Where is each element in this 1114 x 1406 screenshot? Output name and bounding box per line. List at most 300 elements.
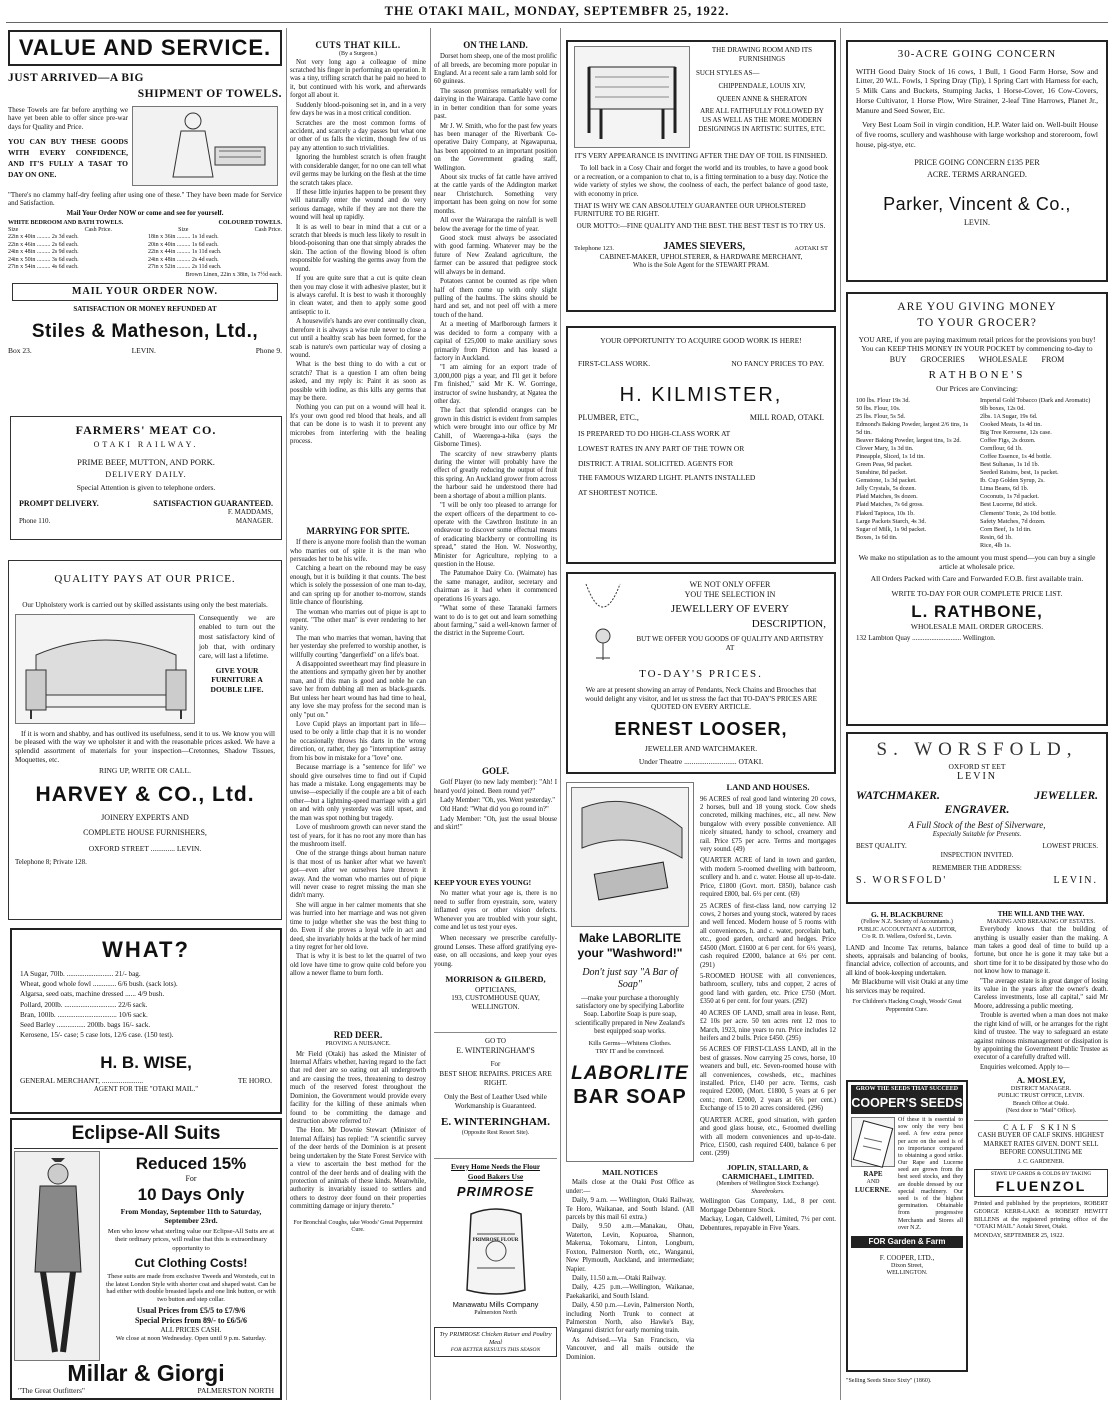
price-item: Safety Matches, 7d dozen. xyxy=(980,517,1046,525)
paragraph: No matter what your age is, there is no need to suffer from eyestrain, sore, watery inflamed eyes or other vision defects. Whenever you are troubled with your sight, come and let us test your eyes. xyxy=(434,890,557,931)
shipment-line: SHIPMENT OF TOWELS. xyxy=(137,88,282,101)
sofa-illustration xyxy=(15,614,195,724)
firm-city: WELLINGTON. xyxy=(471,1002,520,1011)
paragraph: "The average estate is in great danger of losing its value in the years after the owner's death. Careless investments, lose all capital," said Mr Moore, addressing a public meeting. xyxy=(974,977,1108,1010)
mills-town: Palmerston North xyxy=(474,1309,517,1316)
merchant-name: H. B. WISE, xyxy=(100,1052,192,1072)
cut-costs: Cut Clothing Costs! xyxy=(134,1255,248,1270)
ad-title: VALUE AND SERVICE. xyxy=(18,35,272,60)
price-item: Pollard, 200lb. ............................. 22/6 sack. xyxy=(20,1000,148,1009)
paragraph: Daily, 9 a.m. — Wellington, Otaki Railway, Te Horo, Waikanae, and South Island. (All parcels by this mail 61 extra.) xyxy=(566,1197,694,1221)
intro-text: Our Upholstery work is carried out by skilled assistants using only the best materials. xyxy=(22,600,268,609)
article-title: RED DEER. xyxy=(333,1030,383,1040)
address-line: Under Theatre ............................ OTAKI. xyxy=(638,757,764,766)
listing: QUARTER ACRE of land in town and garden, with modern 5-roomed dwelling with bathroom, scullery and h. and c. water. House all up-to-date. Price, £1800 (Govt. mort. £850), balance cash required £800, bal. 6½ per cent. (69) xyxy=(700,857,836,899)
firm-name: E. WINTERINGHAM. xyxy=(441,1116,550,1129)
phone: Phone 110. xyxy=(19,517,51,526)
paragraph: Mails close at the Otaki Post Office as under:— xyxy=(566,1179,694,1195)
price-item: Flaked Tapioca, 10s 1b. xyxy=(856,509,915,517)
seed-packet-illustration xyxy=(851,1117,895,1167)
ad-title: TO YOUR GROCER? xyxy=(917,317,1037,330)
cash-label: Cash Price. xyxy=(254,226,282,233)
worsfold-ad xyxy=(846,732,1108,904)
town: AOTAKI ST xyxy=(794,244,828,252)
paragraph: A housewife's hands are ever continually clean, therefore it is always a wise rule never to close a cut until a healthy scab has been formed, for the scab is nature's own particular way of closing a wound. xyxy=(290,318,426,359)
article-title: GOLF. xyxy=(482,766,509,776)
paragraph: Everybody knows that the building of anything is usually easier than the making. A man takes a good deal of time to build up a fortune, but once he is gone it may take but a short time for it to be dissipated by those who do not know how to manage it. xyxy=(974,926,1108,976)
farmers-meat-ad xyxy=(10,416,282,540)
poultry-box xyxy=(434,1327,557,1357)
paragraph: Suddenly blood-poisoning set in, and in a very few days he was in a most critical condition. xyxy=(290,101,426,118)
article-title: MARRYING FOR SPITE. xyxy=(306,526,410,536)
price-item: Wheat, good whole fowl ............. 6/6 bush. (sack lots). xyxy=(20,980,178,989)
paragraph: Mr Field (Otaki) has asked the Minister of Internal Affairs whether, having regard to the fact that red deer are so eating out all undergrowth and are causing the trees, threatening to destroy much of the reserved forest throughout the Dominion, the Government would provide every facility for the killing of these animals when found to be committing the damage and destruction above referred to? xyxy=(290,1050,426,1125)
mail-order-banner: MAIL YOUR ORDER NOW. xyxy=(12,283,278,301)
price-row: 24in x 48in ......... 2s 9d each. xyxy=(8,249,79,256)
ad-title: LAND AND HOUSES. xyxy=(726,782,810,792)
agents-line: Wellington Gas Company, Ltd., 8 per cent. Mortgage Debenture Stock. xyxy=(700,1198,836,1214)
price-item: Coffee Essence, 1s 4d bottle. xyxy=(980,453,1052,461)
firm-name: MORRISON & GILBERD, xyxy=(445,974,546,985)
buy-line: BUY GROCERIES WHOLESALE FROM xyxy=(889,354,1065,364)
firm-role: OPTICIANS, xyxy=(474,984,517,994)
style-item: ARE ALL FAITHFULLY FOLLOWED BY US AS WELL AS THE MORE MODERN DESIGNINGS IN ARTISTIC SUITES, ETC. xyxy=(698,107,826,133)
paragraph: All over the Wairarapa the rainfall is well below the average for the time of year. xyxy=(434,217,557,233)
price-item: Best Lucerne, 8d stick. xyxy=(980,501,1037,509)
price-item: Lima Beans, 6d 1b. xyxy=(980,485,1029,493)
paragraph: Not very long ago a colleague of mine scratched his finger in performing an operation. It was a tiny, trifling scratch that he paid no heed to it, but continued with his work, and afterwards forgot all about it. xyxy=(290,58,426,100)
try-it: TRY IT and be convinced. xyxy=(595,1047,665,1055)
price-item: Clover Mary, 1s 3d tin. xyxy=(856,445,914,453)
price-item: Edmond's Baking Powder, largest 2/6 tins, 1s 5d tin. xyxy=(856,420,969,436)
brand-name: PRIMROSE xyxy=(456,1184,535,1200)
sofa-icon xyxy=(16,615,196,725)
firm-name: Millar & Giorgi xyxy=(67,1359,225,1386)
terms-line: ACRE. TERMS ARRANGED. xyxy=(927,169,1027,179)
merchant-role: GENERAL MERCHANT, ...................... xyxy=(20,1075,144,1085)
price-item: Jelly Crystals, 5s dozen. xyxy=(856,485,916,493)
price-item: Best Sultanas, 1s 1d 1b. xyxy=(980,461,1040,469)
ad-headline: KEEP YOUR EYES YOUNG! xyxy=(434,878,532,887)
jewellery-line: JEWELLERY OF EVERY xyxy=(670,602,790,615)
paragraph: The man who marries that woman, having that her yesterday she preferred to worship another, is willfully courting "dangerfield" on a life's boat. xyxy=(290,634,426,659)
quality-line: BUT WE OFFER YOU GOODS OF QUALITY AND ARTISTRY AT xyxy=(636,635,824,652)
usual-prices: Usual Prices from £5/5 to £7/9/6 xyxy=(136,1306,246,1316)
price-item: Algarsa, seed oats, machine dressed ...... 4/9 bush. xyxy=(20,990,165,999)
next-door: (Next door to "Mail" Office). xyxy=(1005,1108,1077,1115)
refund-line: SATISFACTION OR MONEY REFUNDED AT xyxy=(73,305,217,314)
article-subtitle: MAKING AND BREAKING OF ESTATES. xyxy=(986,918,1096,925)
price-item: 100 lbs. Flour 19s 3d. xyxy=(856,396,910,404)
calf-skins-head: CALF SKINS xyxy=(974,1120,1108,1133)
town: LEVIN xyxy=(957,770,997,782)
lowest-prices: LOWEST PRICES. xyxy=(1042,842,1098,851)
body-text: Mr Blackburne will visit Otaki at any time his services may be required. xyxy=(846,979,968,995)
service-line: THE FAMOUS WIZARD LIGHT. PLANTS INSTALLED xyxy=(578,473,756,483)
remember-line: REMEMBER THE ADDRESS: xyxy=(932,863,1022,872)
telephone-line: Special Attention is given to telephone orders. xyxy=(76,483,216,493)
cuts-that-kill-article xyxy=(290,40,426,520)
price-item: Pineapple, Sliced, 1s 1d tin. xyxy=(856,453,925,461)
paragraph: Lady Member: "Oh, just the usual blouse and skirt!" xyxy=(434,815,557,832)
price-row: 22in x 40in ......... 2s 3d each. xyxy=(8,234,79,241)
ad-title: Eclipse-All Suits xyxy=(14,1122,278,1149)
brand-name: COOPER'S SEEDS xyxy=(851,1094,963,1114)
price-row: 27in x 52in ......... 2s 11d each. xyxy=(148,264,222,271)
watchmaker-label: WATCHMAKER. xyxy=(856,790,940,803)
address: C/o R. D. Wellens, Oxford St., Levin. xyxy=(861,934,953,941)
body-text: LAND and Income Tax returns, balance sheets, appraisals and balancing of books, financial advice, collection of accounts, and all kind of book-keeping undertaken. xyxy=(846,944,968,977)
styles-line: SUCH STYLES AS— xyxy=(696,69,760,78)
paragraph: About six trucks of fat cattle have arrived at the cattle yards of the Addington market near Christchurch. Something very important has been going on now for some months. xyxy=(434,174,557,215)
price-item: Boxes, 1s 6d tin. xyxy=(856,533,898,541)
description-line: DESCRIPTION, xyxy=(751,618,826,631)
winteringham-ad xyxy=(434,1032,557,1152)
inspection-line: INSPECTION INVITED. xyxy=(940,850,1014,859)
qualifications: (Fellow N.Z. Society of Accountants.) xyxy=(861,919,953,926)
poultry-line: Try PRIMROSE Chicken Raiser and Poultry Meal xyxy=(439,1331,552,1346)
ad-title: WHAT? xyxy=(102,937,190,962)
men-text: Men who know what sterling value our Eclipse-All Suits are at their ordinary prices, will realise that this is extraordinary opportunity to xyxy=(107,1228,275,1252)
price-item: 1A Sugar, 70lb. .......................... 21/- bag. xyxy=(20,970,141,979)
price-item: Sugar of Milk, 1s 9d packet. xyxy=(856,525,927,533)
sack-label: PRIMROSE FLOUR xyxy=(472,1238,519,1244)
service-line: DISTRICT. A TRIAL SOLICITED. AGENTS FOR xyxy=(578,458,734,468)
price-item: Coffee Figs, 2s dozen. xyxy=(980,436,1036,444)
trade-line: JEWELLER AND WATCHMAKER. xyxy=(644,743,758,753)
cooper-since: "Selling Seeds Since Sixty" (1860). xyxy=(846,1378,932,1384)
manager-name: F. MADDAMS, xyxy=(227,508,273,517)
service-line: LOWEST RATES IN ANY PART OF THE TOWN OR xyxy=(578,443,745,453)
parker-vincent-ad xyxy=(846,40,1108,282)
seed-packet-icon xyxy=(852,1118,894,1168)
go-to: GO TO xyxy=(485,1037,506,1045)
paragraph: If there is anyone more foolish than the woman who marries out of spite it is the man who persuades her to be his wife. xyxy=(290,539,426,563)
paragraph: Dorset horn sheep, one of the most prolific of all breeds, are becoming more popular in England. At a recent sale a ram lamb sold for 60 guineas. xyxy=(434,53,557,86)
ad-title: 30-ACRE GOING CONCERN xyxy=(897,48,1057,60)
members-line: (Members of Wellington Stock Exchange). xyxy=(716,1181,820,1188)
branch: Branch Office at Otaki. xyxy=(1012,1100,1070,1107)
fluenzol-ad xyxy=(974,1169,1108,1197)
paragraph: Daily, 9.50 a.m.—Manakau, Ohau, Waterton, Levin, Kopuaroa, Shannon, Makerua, Tokomaru, Linton, Longburn, Foxton, Palmerston North, etc., Wanganui, New Plymouth, Auckland, and intermediate; Napier. xyxy=(566,1223,694,1273)
ad-headline: YOUR OPPORTUNITY TO ACQUIRE GOOD WORK IS HERE! xyxy=(600,336,802,345)
best-quality: BEST QUALITY. xyxy=(856,842,907,851)
suited-man-illustration xyxy=(14,1151,100,1361)
town: PALMERSTON NORTH xyxy=(197,1385,274,1395)
paragraph: "I will be only too pleased to arrange for the expert officers of the department to co-operate with the Cawthron Institute in an endeavour to discover some effectual means of eradicating blackberry or controlling its spread," stated the Hon. W. Nosworthy, Minister for Agriculture, replying to a question in the House. xyxy=(434,502,557,569)
price-item: Sunshine, 8d packet. xyxy=(856,469,908,477)
town-footer: LEVIN. xyxy=(1053,875,1098,887)
satisfaction: SATISFACTION GUARANTEED. xyxy=(153,498,273,508)
price-row: 24in x 50in ......... 3s 6d each. xyxy=(8,256,79,263)
paragraph: At a meeting of Marlborough farmers it was decided to form a company with a capital of £25,000 to make auxiliary sows primarily from Picton and has leased a factory in Auckland. xyxy=(434,321,557,362)
ad-subtitle: OTAKI RAILWAY. xyxy=(93,439,199,449)
store-name: RATHBONE'S xyxy=(928,368,1026,381)
morrison-gilberd-ad xyxy=(434,878,557,1028)
trade-line: CABINET-MAKER, UPHOLSTERER, & HARDWARE MERCHANT, xyxy=(599,253,803,262)
firm-name: H. KILMISTER, xyxy=(619,383,783,406)
flour-sack-icon xyxy=(463,1204,529,1296)
firm-name: ERNEST LOOSER, xyxy=(614,719,788,740)
town: LEVIN. xyxy=(131,345,156,355)
price-item: Large Packets Starch, 4s 3d. xyxy=(856,517,926,525)
will-and-way-ad xyxy=(974,910,1108,1400)
role: PUBLIC ACCOUNTANT & AUDITOR, xyxy=(857,926,957,933)
firm-address: 193, CUSTOMHOUSE QUAY, xyxy=(451,993,540,1002)
offer-line: WE NOT ONLY OFFER xyxy=(689,580,771,589)
tagline: Good Bakers Use xyxy=(467,1171,524,1181)
paragraph: She will argue in her calmer moments that she was hurried into her marriage and was not given time to judge whether she was the best thing to do. Even if she proves a loyal wife in act and deed, she invariably holds at the back of her mind a tiny regret for her old love. xyxy=(290,901,426,951)
firm-name: S. WORSFOLD, xyxy=(876,739,1078,760)
ad-title: QUALITY PAYS AT OUR PRICE. xyxy=(54,573,236,585)
laborlite-ad xyxy=(566,782,694,1162)
price-item: Bran, 100lb. ................................. 10/6 sack. xyxy=(20,1010,148,1019)
paragraph: Because marriage is a "sentence for life" we should give ourselves time to find out if Cupid has made a mistake. Long engagements may be unwise—especially if the couple are a bit of each other—but a lightning-speed marriage with a girl on and with only yesterday was still upset, and the man was spot nothing but tragedy. xyxy=(290,764,426,822)
trade-line: JOINERY EXPERTS AND xyxy=(101,812,189,822)
no-fancy-prices: NO FANCY PRICES TO PAY. xyxy=(731,359,824,369)
paragraph: Potatoes cannot be counted as ripe when half of them come up with only slight pulling of the haulms. The skins should be hard and set, and not peel off with a mere touch of the hand. xyxy=(434,278,557,319)
paragraph: As Advised.—Via San Francisco, via Vancouver, and all mails outside the Dominion. xyxy=(566,1336,694,1361)
agent-line: AGENT FOR THE "OTAKI MAIL." xyxy=(93,1085,199,1094)
paragraph: What is the best thing to do with a cut or scratch? That is a question I am often being asked, and my reply is: Paint it as soon as possible with iodine, as this kills any germs that may be there. xyxy=(290,361,426,403)
price-row: 22in x 46in ......... 2s 6d each. xyxy=(8,241,79,248)
firm-name: Parker, Vincent & Co., xyxy=(883,194,1071,215)
leather-line: Only the Best of Leather Used while Workmanship is Guaranteed. xyxy=(444,1093,547,1110)
office: PUBLIC TRUST OFFICE, LEVIN. xyxy=(997,1093,1085,1100)
presents-line: Especially Suitable for Presents. xyxy=(932,830,1022,838)
marrying-for-spite-article xyxy=(290,526,426,1024)
sievers-ad xyxy=(566,40,836,312)
telephone: Telephone 123. xyxy=(574,244,614,252)
paragraph: Catching a heart on the rebound may be easy enough, but it is building it that counts. The best which is solely the possession of one man to-day, and can spring up for another to-morrow, stands little chance of flourishing. xyxy=(290,565,426,607)
prices-line: TO-DAY'S PRICES. xyxy=(639,668,763,680)
pendant-icon xyxy=(576,580,630,676)
price-item: Coconuts, 1s 7d packet. xyxy=(980,493,1039,501)
price-item: 25 lbs. Flour, 5s 5d. xyxy=(856,412,906,420)
armchair-illustration xyxy=(574,46,690,148)
debentures-line: Mackay, Logan, Caldwell, Limited, 7½ per cent. Debentures, repayable in Five Years. xyxy=(700,1216,836,1232)
firm-name: F. COOPER, LTD., xyxy=(879,1253,935,1262)
price-item: Beaver Baking Powder, largest tins, 1s 2d. xyxy=(856,436,961,444)
price-item: Seeded Raisins, best, 1s packet. xyxy=(980,469,1059,477)
mail-notices xyxy=(566,1168,694,1400)
garden-banner: FOR Garden & Farm xyxy=(851,1236,963,1248)
red-deer-article xyxy=(290,1030,426,1400)
best-repairs: BEST SHOE REPAIRS. PRICES ARE RIGHT. xyxy=(439,1070,552,1088)
service-line: AT SHORTEST NOTICE. xyxy=(578,487,658,497)
paragraph: If you are quite sure that a cut is quite clean then you may close it with adhesive plaster, but it is always careful. It is best to wash it thoroughly in clean water, and then to apply some good antiseptic to it. xyxy=(290,275,426,316)
body-text: Very Best Loam Soil in virgin condition, H.P. Water laid on. Well-built House of five rooms, scullery and washhouse with large workshop and storeroom, fowl house, pig-stye, etc. xyxy=(856,120,1098,149)
fluenzol-tagline: STAVE UP GARDS & COLDS BY TAKING xyxy=(990,1171,1092,1178)
guarantee-line: THAT IS WHY WE CAN ABSOLUTELY GUARANTEE OUR UPHOLSTERED FURNITURE TO BE RIGHT. xyxy=(574,201,806,219)
paragraph: One of the strange things about human nature is that most of us hanker after what we haven't got—even after we ourselves have thrown it away. And the woman who marries out of pique will never cease to regret missing the man she didn't marry. xyxy=(290,850,426,900)
paragraph: "I am aiming for an export trade of 3,000,000 pigs a year, and I'll get it before I'm finished," said Mr K. W. Gorringe, instructor of swine husbandry, at Ngatea the other day. xyxy=(434,364,557,406)
body-text: —make your purchase a thoroughly satisfactory one by specifying Laborlite Soap. Laborlite Soap is pure soap, scientifically prepared in New Zealand's best equipped soap works. xyxy=(575,994,685,1036)
paragraph: Scratches are the most common forms of accident, and scarcely a day passes but what one or other of us falls the victim, though few of us pay any attention to such trivialities. xyxy=(290,119,426,152)
size-label: Size xyxy=(178,226,189,233)
price-item: Corn Beef, 1s 1d tin. xyxy=(980,525,1032,533)
price-item: Plaid Matches, 9s dozen. xyxy=(856,493,918,501)
masthead: THE OTAKI MAIL, MONDAY, SEPTEMBFR 25, 1922. xyxy=(384,4,730,18)
listing: 25 ACRES of first-class land, now carrying 12 cows, 2 horses and young stock, watered by races and well fenced. Modern house of 5 rooms with all conveniences, h. and c. water, porcelain bath, etc., good garden, orchard and hedges. Price £4500 (Mort. £1600 at 6 per cent. for 6½ years), cash required £2000, balance at 6½ per cent. (291) xyxy=(700,902,836,969)
paragraph: Golf Player (to new lady member): "Ah! I heard you'd joined. Been round yet?" xyxy=(434,779,557,795)
rape-label: RAPE xyxy=(863,1169,883,1178)
side-text: Consequently we are enabled to turn out the most satisfactory kind of job that, with ordinary care, will last a lifetime. xyxy=(199,613,275,661)
price-row: 27in x 54in ......... 4s 6d each. xyxy=(8,264,79,271)
paragraph: Daily, 4.25 p.m.—Wellington, Waikanae, Paekakariki, and South Island. xyxy=(566,1284,694,1300)
prompt-delivery: PROMPT DELIVERY. xyxy=(19,498,99,508)
paragraph: The scarcity of new strawberry plants during the winter will probably have the effect of greatly reducing the output of fruit this spring. An Auckland grower from across the harbour said he understood there had been a shortage of about a million plants. xyxy=(434,450,557,500)
style-item: CHIPPENDALE, LOUIS XIV, xyxy=(718,82,806,91)
brand-name: LABORLITE xyxy=(571,1062,689,1084)
paragraph: The season promises remarkably well for dairying in the Wairarapa. Cattle have come in in better condition than for some years past. xyxy=(434,87,557,121)
listing: 56 ACRES OF FIRST-CLASS LAND, all in the best of grasses. Now carrying 25 cows, horse, 10 weaners and bull, etc. Seven-roomed house with all conveniences, cowsheds, etc., machines installed. Price, £140 per acre. Terms, cash required £2000, (Mort. £1800, 5 years at 6 per cent.; mort. £2000, 2 years at 6¾ per cent.) Exchange of 15 to 20 acres considered. (296) xyxy=(700,1046,836,1113)
price-row: 20in x 40in ......... 1s 6d each. xyxy=(148,241,219,248)
paragraph: Daily, 11.50 a.m.—Otaki Railway. xyxy=(572,1274,667,1282)
price-item: Rice, 4lb 1s. xyxy=(980,541,1011,549)
for-line: For xyxy=(490,1059,501,1068)
closing-hours: We close at noon Wednesday. Open until 9 p.m. Saturday. xyxy=(115,1334,267,1342)
address-line: 132 Lambton Quay ............................ Wellington. xyxy=(856,634,996,643)
blackburne-ad xyxy=(846,910,968,1074)
price-item: Green Peas, 9d packet. xyxy=(856,461,913,469)
ad-title: FARMERS' MEAT CO. xyxy=(75,423,217,437)
price-item: Kerosene, 15/- case; 5 case lots, 12/6 case. (150 test). xyxy=(20,1030,174,1039)
fluenzol-brand: FLUENZOL xyxy=(995,1177,1087,1194)
article-subtitle: PROVING A NUISANCE. xyxy=(325,1041,391,1048)
hand-holding-soap-icon xyxy=(572,788,690,928)
service-line: IS PREPARED TO DO HIGH-CLASS WORK AT xyxy=(578,429,731,439)
engraver-label: ENGRAVER. xyxy=(944,804,1010,817)
merchant-town: TE HORO. xyxy=(237,1075,272,1085)
body-text: If it is worn and shabby, and has outlived its usefulness, send it to us. We know you will be pleased with the way we upholster it and with the reasonable prices asked. We have a splendid assortment of materials for your inspection—Cretonnes, Shadow Tissues, Moquettes, etc. xyxy=(15,729,275,765)
body-text: Of these it is essential to sow only the very best seed. A few extra pence per acre on the seed is of no importance compared to obtaining a good strike. Our Rape and Lucerne seed are grown from the best seed stocks, and they are double dressed by our special machinery. Our seed is of the highest germination. Obtainable from progressive Merchants and Stores all over N.Z. xyxy=(898,1116,963,1231)
price-item: Big Tree Kerosene, 12s case. xyxy=(980,428,1052,436)
address: MILL ROAD, OTAKI. xyxy=(749,413,824,423)
listing: 40 ACRES OF LAND, small area in lease. Rent, £2 10s per acre. 50 ten acres rent 12 mos to March, 1923, nine years to run. Price includes 12 heifers and 2 bulls. Price £450. (295) xyxy=(700,1009,836,1042)
price-row: 18in x 36in ......... 1s 1d each. xyxy=(148,234,219,241)
opposite-line: (Opposite Rest Resort Site). xyxy=(461,1130,530,1137)
body-text: To loll back in a Cosy Chair and forget the world and its troubles, to have a good book or a recreation, or a companion to chat to, is a fitting termination to a busy day. Notice the wide variety of styles we show, the coolness of each, the perfect balance of good taste, with economy in price. xyxy=(574,163,828,198)
town: LEVIN. xyxy=(964,217,990,227)
necklace-illustration xyxy=(576,580,630,676)
paragraph: Old Hand: "What did you go round in?" xyxy=(440,806,549,814)
trade-line: COMPLETE HOUSE FURNISHERS, xyxy=(83,828,207,838)
paragraph: Mr J. W. Smith, who for the past few years has been manager of the Riverbank Co-operative Dairy Company, at Ngawapurua, has been appointed to an important position on the Government grading staff, Wellington. xyxy=(434,122,557,172)
paragraph: When necessary we prescribe carefully-ground Lenses. These afford gratifying eye-ease, on all occasions, and keep your eyes young. xyxy=(434,935,557,968)
date-range: From Monday, September 11th to Saturday, September 23rd. xyxy=(120,1206,262,1225)
buyer-name: J. C. GARDENER. xyxy=(1017,1158,1065,1165)
motto-line: OUR MOTTO:—FINE QUALITY AND THE BEST. THE BEST TEST IS TO TRY US. xyxy=(576,221,826,230)
packed-line: All Orders Packed with Care and Forwarded F.O.B. first available train. xyxy=(870,574,1084,584)
paragraph: The fact that splendid oranges can be grown in this district is evident from samples which were brought into our office by Mr Cahill, of Waerenga-a-hika (says the Gisborne Times). xyxy=(434,407,557,449)
column-divider xyxy=(840,28,841,1400)
land-houses-ad xyxy=(700,782,836,1400)
trade: PLUMBER, ETC., xyxy=(578,413,639,423)
firm-name-footer: S. WORSFOLD' xyxy=(856,875,948,887)
stiles-matheson-ad xyxy=(8,30,282,408)
paragraph: The Hon. Mr Downie Stewart (Minister of Internal Affairs) has replied: "A scientific survey of the deer herds of the Dominion is at present being undertaken by the State Forest Service with a view to ascertain the best method for the control of the deer herds and of dealing with the protection of animals of these kinds. Meanwhile, authority is invariably issued to settlers and others to destroy deer found on their properties committing damage or injury thereto." xyxy=(290,1127,426,1211)
paragraph: Enquiries welcomed. Apply to— xyxy=(980,1063,1070,1071)
brown-linen: Brown Linen, 22in x 38in, 1s 7½d each. xyxy=(185,271,282,278)
imprint-date: MONDAY, SEPTEMBER 25, 1922. xyxy=(974,1232,1065,1240)
poultry-line: FOR BETTER RESULTS THIS SEASON xyxy=(450,1346,541,1353)
on-the-land-article xyxy=(434,40,557,760)
rathbone-ad xyxy=(846,292,1108,726)
column-divider xyxy=(430,28,431,1400)
shop-name: E. WINTERINGHAM'S xyxy=(456,1045,535,1055)
order-line: Mail Your Order NOW or come and see for yourself. xyxy=(66,208,224,217)
offer-line: YOU THE SELECTION IN xyxy=(684,589,776,599)
price-item: Cornflour, 6d 1b. xyxy=(980,445,1023,453)
kilmister-ad xyxy=(566,326,836,564)
listing: 5-ROOMED HOUSE with all conveniences, bathroom, scullery, tubs and copper, 2 acres of good land with garden, etc. Price £750 (Mort. £350 at 6 per cent. for four years. (292) xyxy=(700,972,836,1006)
write-line: WRITE TO-DAY FOR OUR COMPLETE PRICE LIST. xyxy=(891,589,1063,599)
kills-germs: Kills Germs—Whitens Clothes. xyxy=(588,1039,672,1047)
all-cash: ALL PRICES CASH. xyxy=(160,1326,222,1335)
golf-article xyxy=(434,766,557,870)
brokers-line: Sharebrokers. xyxy=(751,1188,785,1195)
cough-notice: For Bronchial Coughs, take Woods' Great Peppermint Cure. xyxy=(293,1219,423,1234)
paragraph: The woman who marries out of pique is apt to repent. "The other man" is ever rendering to her vanity. xyxy=(290,608,426,633)
wise-ad xyxy=(10,928,282,1114)
paragraph: "What some of these Taranaki farmers want to do is to get out and learn something about farming," said a well-known farmer of the district in the Supreme Court. xyxy=(434,605,557,638)
mills-name: Manawatu Mills Company xyxy=(452,1300,539,1310)
listing: QUARTER ACRE, good situation, with garden and good glass house, etc., 6-roomed dwelling with all modern conveniences and up-to-date. Price, £1500, cash required £400, balance 6 per cent. (299) xyxy=(700,1116,836,1158)
lucerne-label: LUCERNE. xyxy=(855,1186,891,1195)
price-item: Gemstone, 1s 3d packet. xyxy=(856,477,917,485)
and-label: AND xyxy=(866,1178,880,1185)
first-class: FIRST-CLASS WORK. xyxy=(578,359,651,369)
armchair-icon xyxy=(575,47,691,149)
arrived-line: JUST ARRIVED—A BIG xyxy=(8,72,144,84)
price-row: 24in x 48in ......... 2s 4d each. xyxy=(148,256,219,263)
paragraph: Lady Member: "Oh, yes. Went yesterday." xyxy=(440,797,556,804)
price-item: Seed Barley ................ 200lb. bags 16/- sack. xyxy=(20,1020,151,1029)
reduced-line: Reduced 15% xyxy=(135,1153,247,1173)
price-item: 2lbs. 1A Sugar, 19s 6d. xyxy=(980,412,1038,420)
silverware-line: A Full Stock of the Best of Silverware, xyxy=(908,819,1046,830)
paragraph: Ignoring the humblest scratch is often fraught with considerable danger, for no one can tell what evil germs may be lurking on the flesh at the time the scratch takes place. xyxy=(290,154,426,187)
prices-head: Our Prices are Convincing: xyxy=(936,384,1018,394)
special-prices: Special Prices from 89/- to £6/5/6 xyxy=(134,1316,248,1326)
agent-line: Who is the Sole Agent for the STEWART PRAM. xyxy=(633,261,769,269)
man-in-suit-icon xyxy=(15,1152,101,1362)
paragraph: Trouble is averted when a man does not make the right kind of will, or he arranges for the right kind of trustee. The way to safeguard an estate against ruinous mismanagement or dissipation is by appointing the Government Public Trustee as executor of a carefully drafted will. xyxy=(974,1012,1108,1062)
paragraph: It is as well to bear in mind that a cut or a scratch that bleeds is much less likely to result in blood-poisoning than one that simply abrades the skin. The action of the flowing blood is often responsible for washing the germs away from the wound. xyxy=(290,223,426,273)
soap-bar-illustration xyxy=(571,787,689,927)
masthead-rule xyxy=(6,22,1108,23)
box-number: Box 23. xyxy=(8,345,32,355)
body-text: WITH Good Dairy Stock of 16 cows, 1 Bull, 1 Good Farm Horse, Sow and Litter, 20 W.L. Fowls, 1 Spring Dray (Tip), 1 Spring Cart with Harness for each, 5 Milk Cans and Buckets, Stumping Jacks, 1 Horse-Cover, 16 Cow-Covers, Horse Cultivator, 1 Horse Plow, Wire Strainer, 2-leaf Tine Harrows, Planet Jr., Manure and Seed Sower, Etc. xyxy=(856,66,1098,115)
intro-text: YOU ARE, if you are paying maximum retail prices for the provisions you buy! You can KEEP THIS MONEY IN YOUR POCKET by commencing to-day to xyxy=(858,334,1096,353)
firm-name: L. RATHBONE, xyxy=(911,601,1043,621)
tagline: Every Home Needs the Flour xyxy=(450,1163,541,1171)
wholesale-line: WHOLESALE MAIL ORDER GROCERS. xyxy=(910,621,1044,631)
body-text: We are at present showing an array of Pendants, Neck Chains and Brooches that would delight any visitor, and let us stress the fact that TO-DAY'S PRICES ARE QUOTED ON EVERY ARTICLE. xyxy=(584,685,818,712)
price-item: Plaid Matches, 7s 6d gross. xyxy=(856,501,924,509)
value-service-banner xyxy=(8,30,282,66)
paragraph: Good stock must always be associated with good farming. Whatever may be the future of New Zealand agriculture, the farmer can be assured that pedigree stock will always be in demand. xyxy=(434,235,557,276)
price-item: Resin, 6d 1b. xyxy=(980,533,1013,541)
appearance-line: IT'S VERY APPEARANCE IS INVITING AFTER THE DAY OF TOIL IS FINISHED. xyxy=(574,152,828,160)
paragraph: Nothing you can put on a wound will heal it. It's your own good red blood that heals, and all that can be done is to wash it to prevent any microbes from interfering with the healing process. xyxy=(290,404,426,446)
paragraph: A disappointed sweetheart may find pleasure in the attentions and sympathy given her by another man, and if this man is good and noble he can save her from dubbing all men as black-guards. But unless her heart wound has had time to heal, any love she may profess for the second man is only "put on." xyxy=(290,661,426,719)
city: WELLINGTON. xyxy=(886,1269,928,1276)
days-line: 10 Days Only xyxy=(137,1184,245,1204)
byline: (By a Surgeon.) xyxy=(338,51,378,58)
harvey-co-ad xyxy=(8,560,282,920)
